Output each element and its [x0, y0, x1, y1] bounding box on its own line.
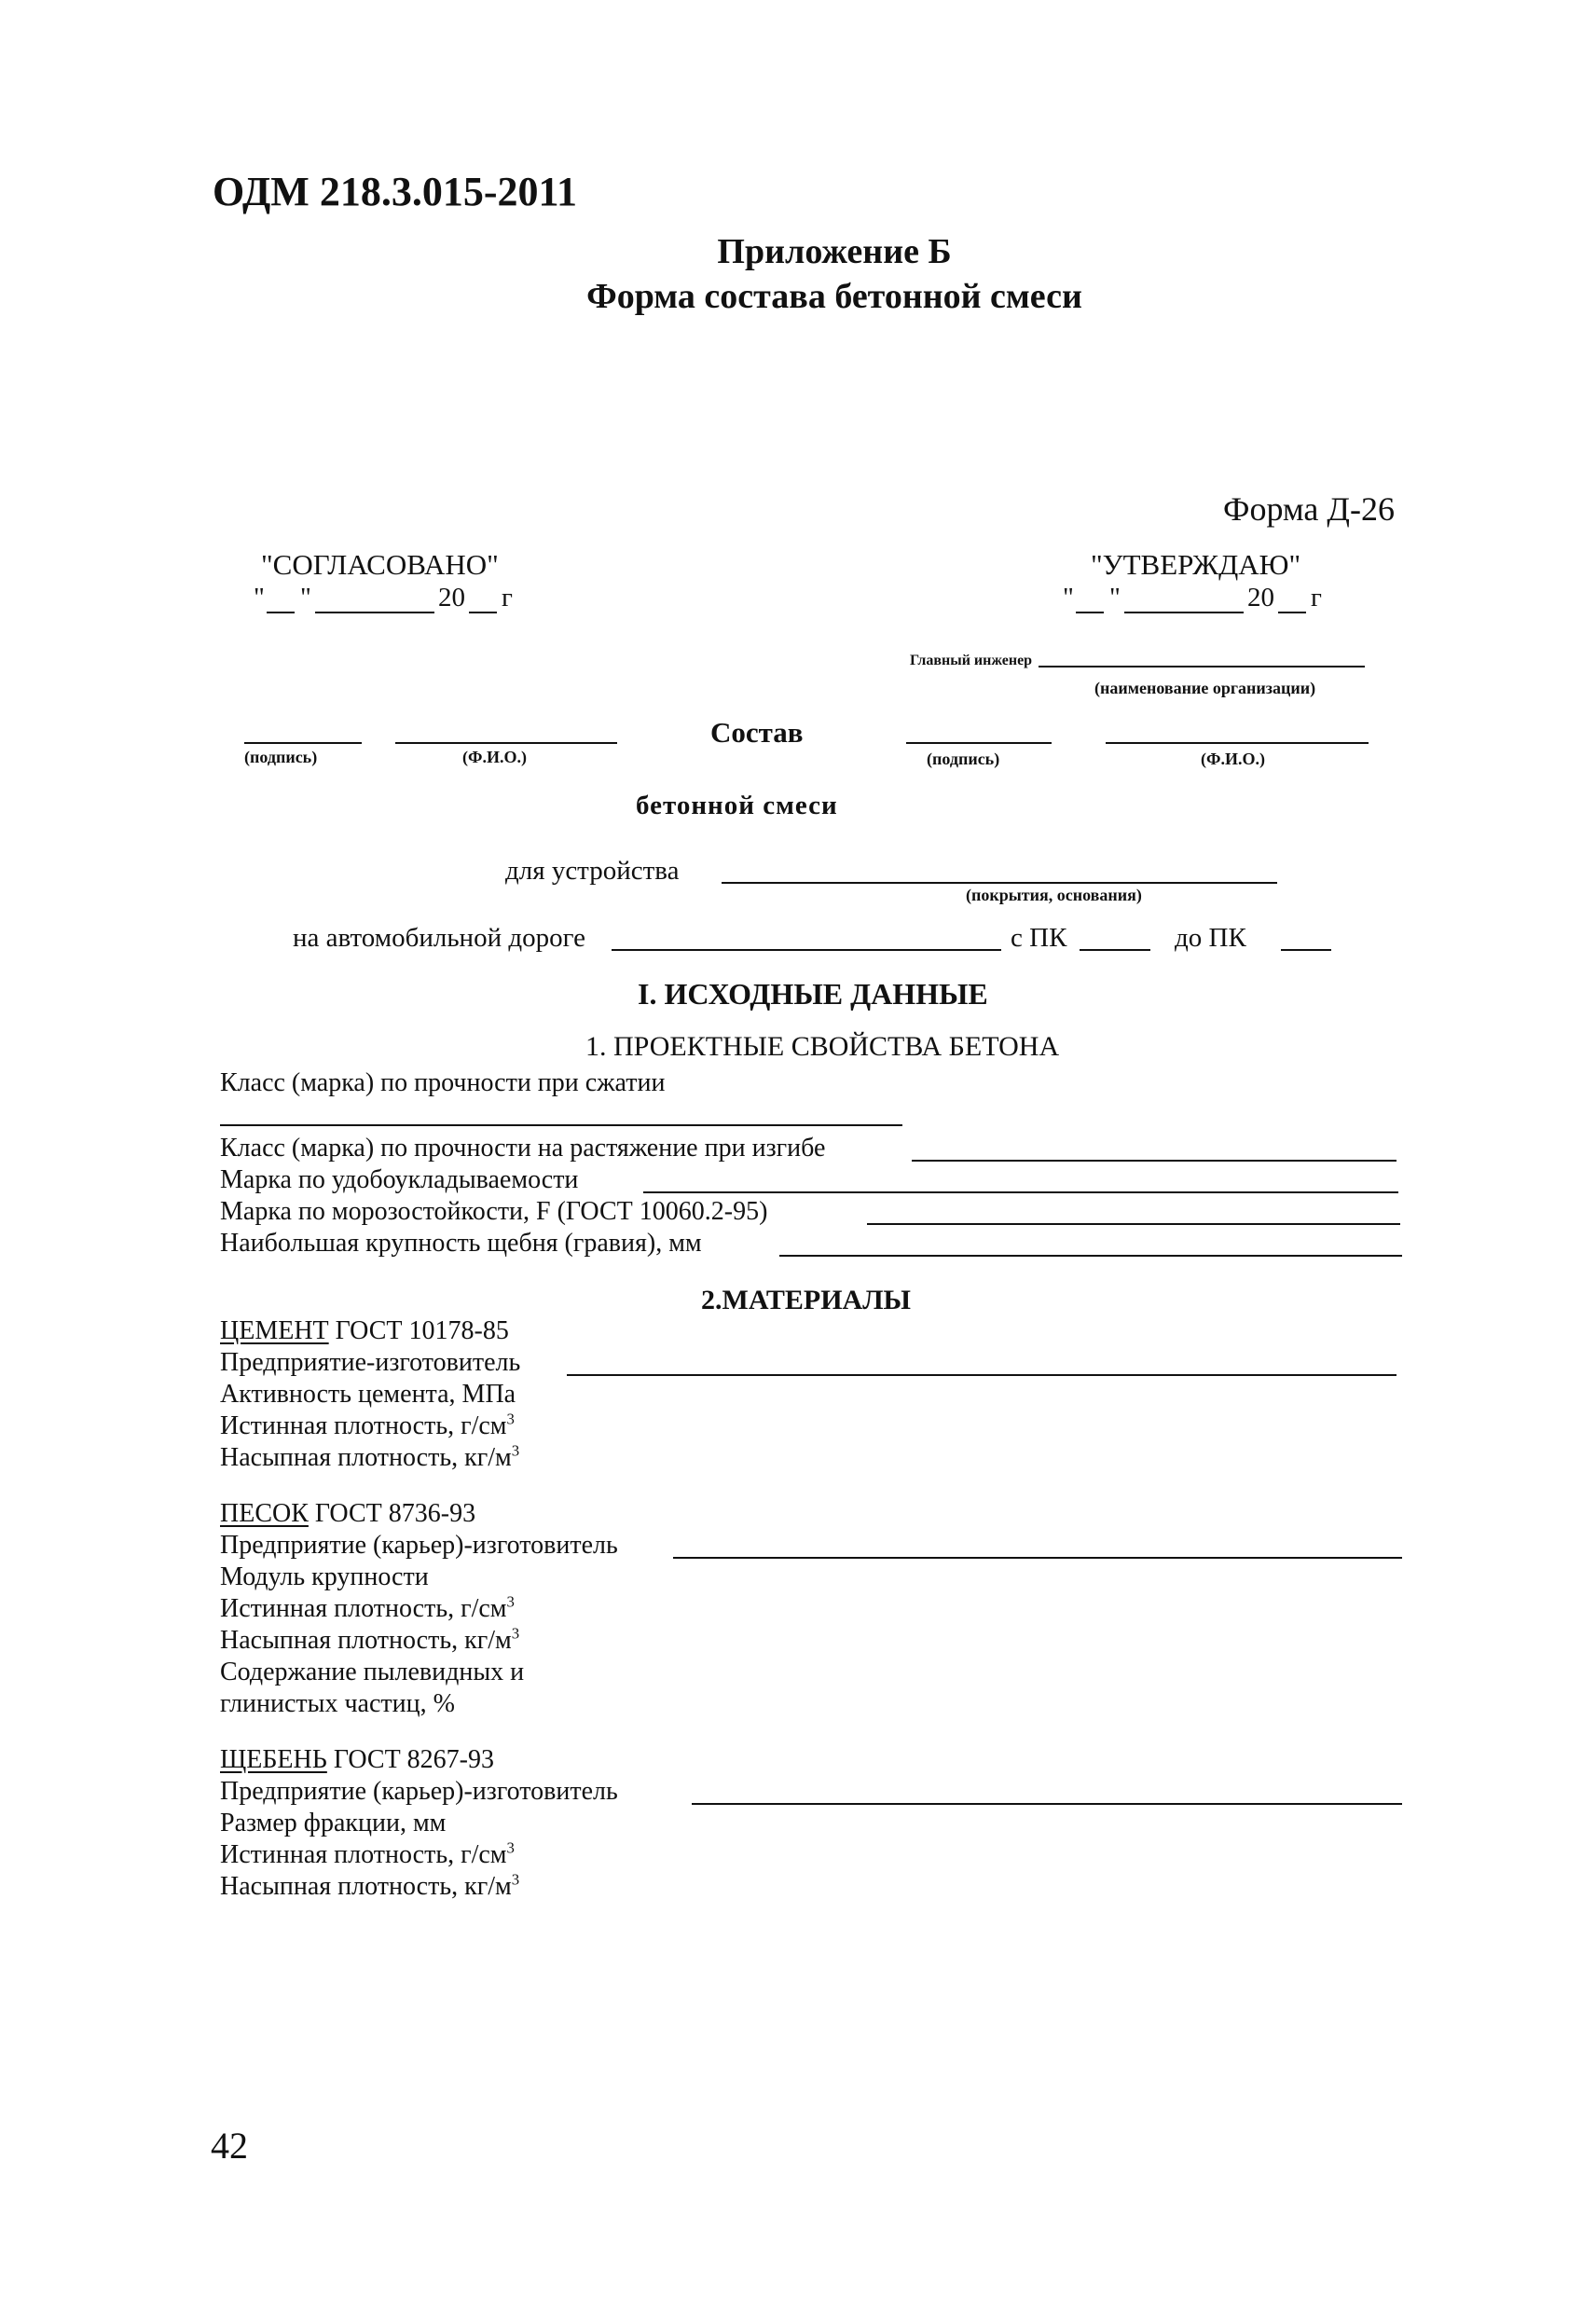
workability-label: Марка по удобоукладываемости — [220, 1165, 579, 1194]
sand-fineness-label: Модуль крупности — [220, 1562, 429, 1591]
agreed-fio-hint: (Ф.И.О.) — [462, 748, 527, 766]
to-pk-line — [1281, 949, 1331, 951]
sand-name: ПЕСОК — [220, 1499, 309, 1528]
gravel-gost: ГОСТ 8267-93 — [326, 1745, 494, 1774]
tensile-line — [912, 1160, 1396, 1162]
from-pk-label: с ПК — [1011, 923, 1067, 953]
coating-hint: (покрытия, основания) — [966, 886, 1142, 904]
tensile-label: Класс (марка) по прочности на растяжение при изгибе — [220, 1134, 826, 1163]
sand-true-density-label: Истинная плотность, $г/см^3$ — [220, 1592, 515, 1623]
cement-name: ЦЕМЕНТ — [220, 1316, 329, 1345]
approve-fio-line — [1106, 742, 1369, 744]
gravel-fraction-label: Размер фракции, мм — [220, 1809, 447, 1837]
gravel-header — [220, 1745, 494, 1775]
sand-header — [220, 1499, 475, 1529]
approve-fio-hint: (Ф.И.О.) — [1201, 750, 1265, 768]
cement-gost: ГОСТ 10178-85 — [328, 1316, 509, 1345]
sand-dust-label-1: Содержание пылевидных и — [220, 1658, 525, 1686]
cement-activity-label: Активность цемента, МПа — [220, 1380, 516, 1409]
gravel-true-density-label: Истинная плотность, $г/см^3$ — [220, 1838, 515, 1869]
cement-manufacturer-label: Предприятие-изготовитель — [220, 1348, 521, 1377]
page-number: 42 — [211, 2125, 248, 2167]
max-size-label: Наибольшая крупность щебня (гравия), мм — [220, 1229, 702, 1258]
compressive-label: Класс (марка) по прочности при сжатии — [220, 1068, 666, 1097]
gravel-bulk-density-label: Насыпная плотность, $кг/м^3$ — [220, 1870, 520, 1901]
agreed-signature-hint: (подпись) — [244, 748, 318, 766]
road-label: на автомобильной дороге — [293, 923, 585, 953]
from-pk-line — [1080, 949, 1150, 951]
sand-bulk-density-label: Насыпная плотность, $кг/м^3$ — [220, 1624, 520, 1655]
sand-manufacturer-line — [673, 1557, 1402, 1559]
cement-header — [220, 1316, 509, 1346]
sand-gost: ГОСТ 8736-93 — [308, 1499, 476, 1528]
sand-dust-label-2: глинистых частиц, % — [220, 1689, 455, 1718]
approve-signature-line — [906, 742, 1052, 744]
compressive-line — [220, 1124, 902, 1126]
approve-signature-hint: (подпись) — [927, 750, 1000, 768]
appendix-title: Приложение Б — [717, 232, 952, 271]
gravel-manufacturer-label: Предприятие (карьер)-изготовитель — [220, 1777, 618, 1806]
section1-subheading: 1. ПРОЕКТНЫЕ СВОЙСТВА БЕТОНА — [585, 1031, 1060, 1062]
agreed-label: "СОГЛАСОВАНО" — [261, 548, 499, 581]
max-size-line — [779, 1255, 1402, 1257]
workability-line — [643, 1191, 1398, 1193]
cement-manufacturer-line — [567, 1374, 1396, 1376]
to-pk-label: до ПК — [1175, 923, 1246, 953]
doc-code: ОДМ 218.3.015-2011 — [213, 169, 578, 214]
cement-bulk-density-label: Насыпная плотность, $кг/м^3$ — [220, 1441, 520, 1472]
agreed-fio-line — [395, 742, 617, 744]
section1-heading: I. ИСХОДНЫЕ ДАННЫЕ — [638, 977, 988, 1011]
approve-label: "УТВЕРЖДАЮ" — [1091, 548, 1301, 581]
document-title: Форма состава бетонной смеси — [586, 277, 1082, 316]
agreed-signature-line — [244, 742, 362, 744]
sand-manufacturer-label: Предприятие (карьер)-изготовитель — [220, 1531, 618, 1560]
gravel-manufacturer-line — [692, 1803, 1402, 1805]
composition-subtitle: бетонной смеси — [636, 791, 838, 820]
frost-line — [867, 1223, 1400, 1225]
for-device-line — [722, 882, 1277, 884]
frost-label: Марка по морозостойкости, F (ГОСТ 10060.2-95) — [220, 1197, 768, 1226]
form-id: Форма Д-26 — [1223, 490, 1395, 528]
chief-engineer-line — [1039, 666, 1365, 667]
chief-engineer-label: Главный инженер — [910, 653, 1033, 668]
organization-hint: (наименование организации) — [1094, 679, 1316, 697]
composition-title: Состав — [710, 716, 804, 749]
section2-heading: 2.МАТЕРИАЛЫ — [701, 1285, 911, 1315]
for-device-label: для устройства — [505, 856, 680, 886]
road-line — [612, 949, 1001, 951]
cement-true-density-label: Истинная плотность, $г/см^3$ — [220, 1410, 515, 1440]
gravel-name: ЩЕБЕНЬ — [220, 1745, 327, 1774]
